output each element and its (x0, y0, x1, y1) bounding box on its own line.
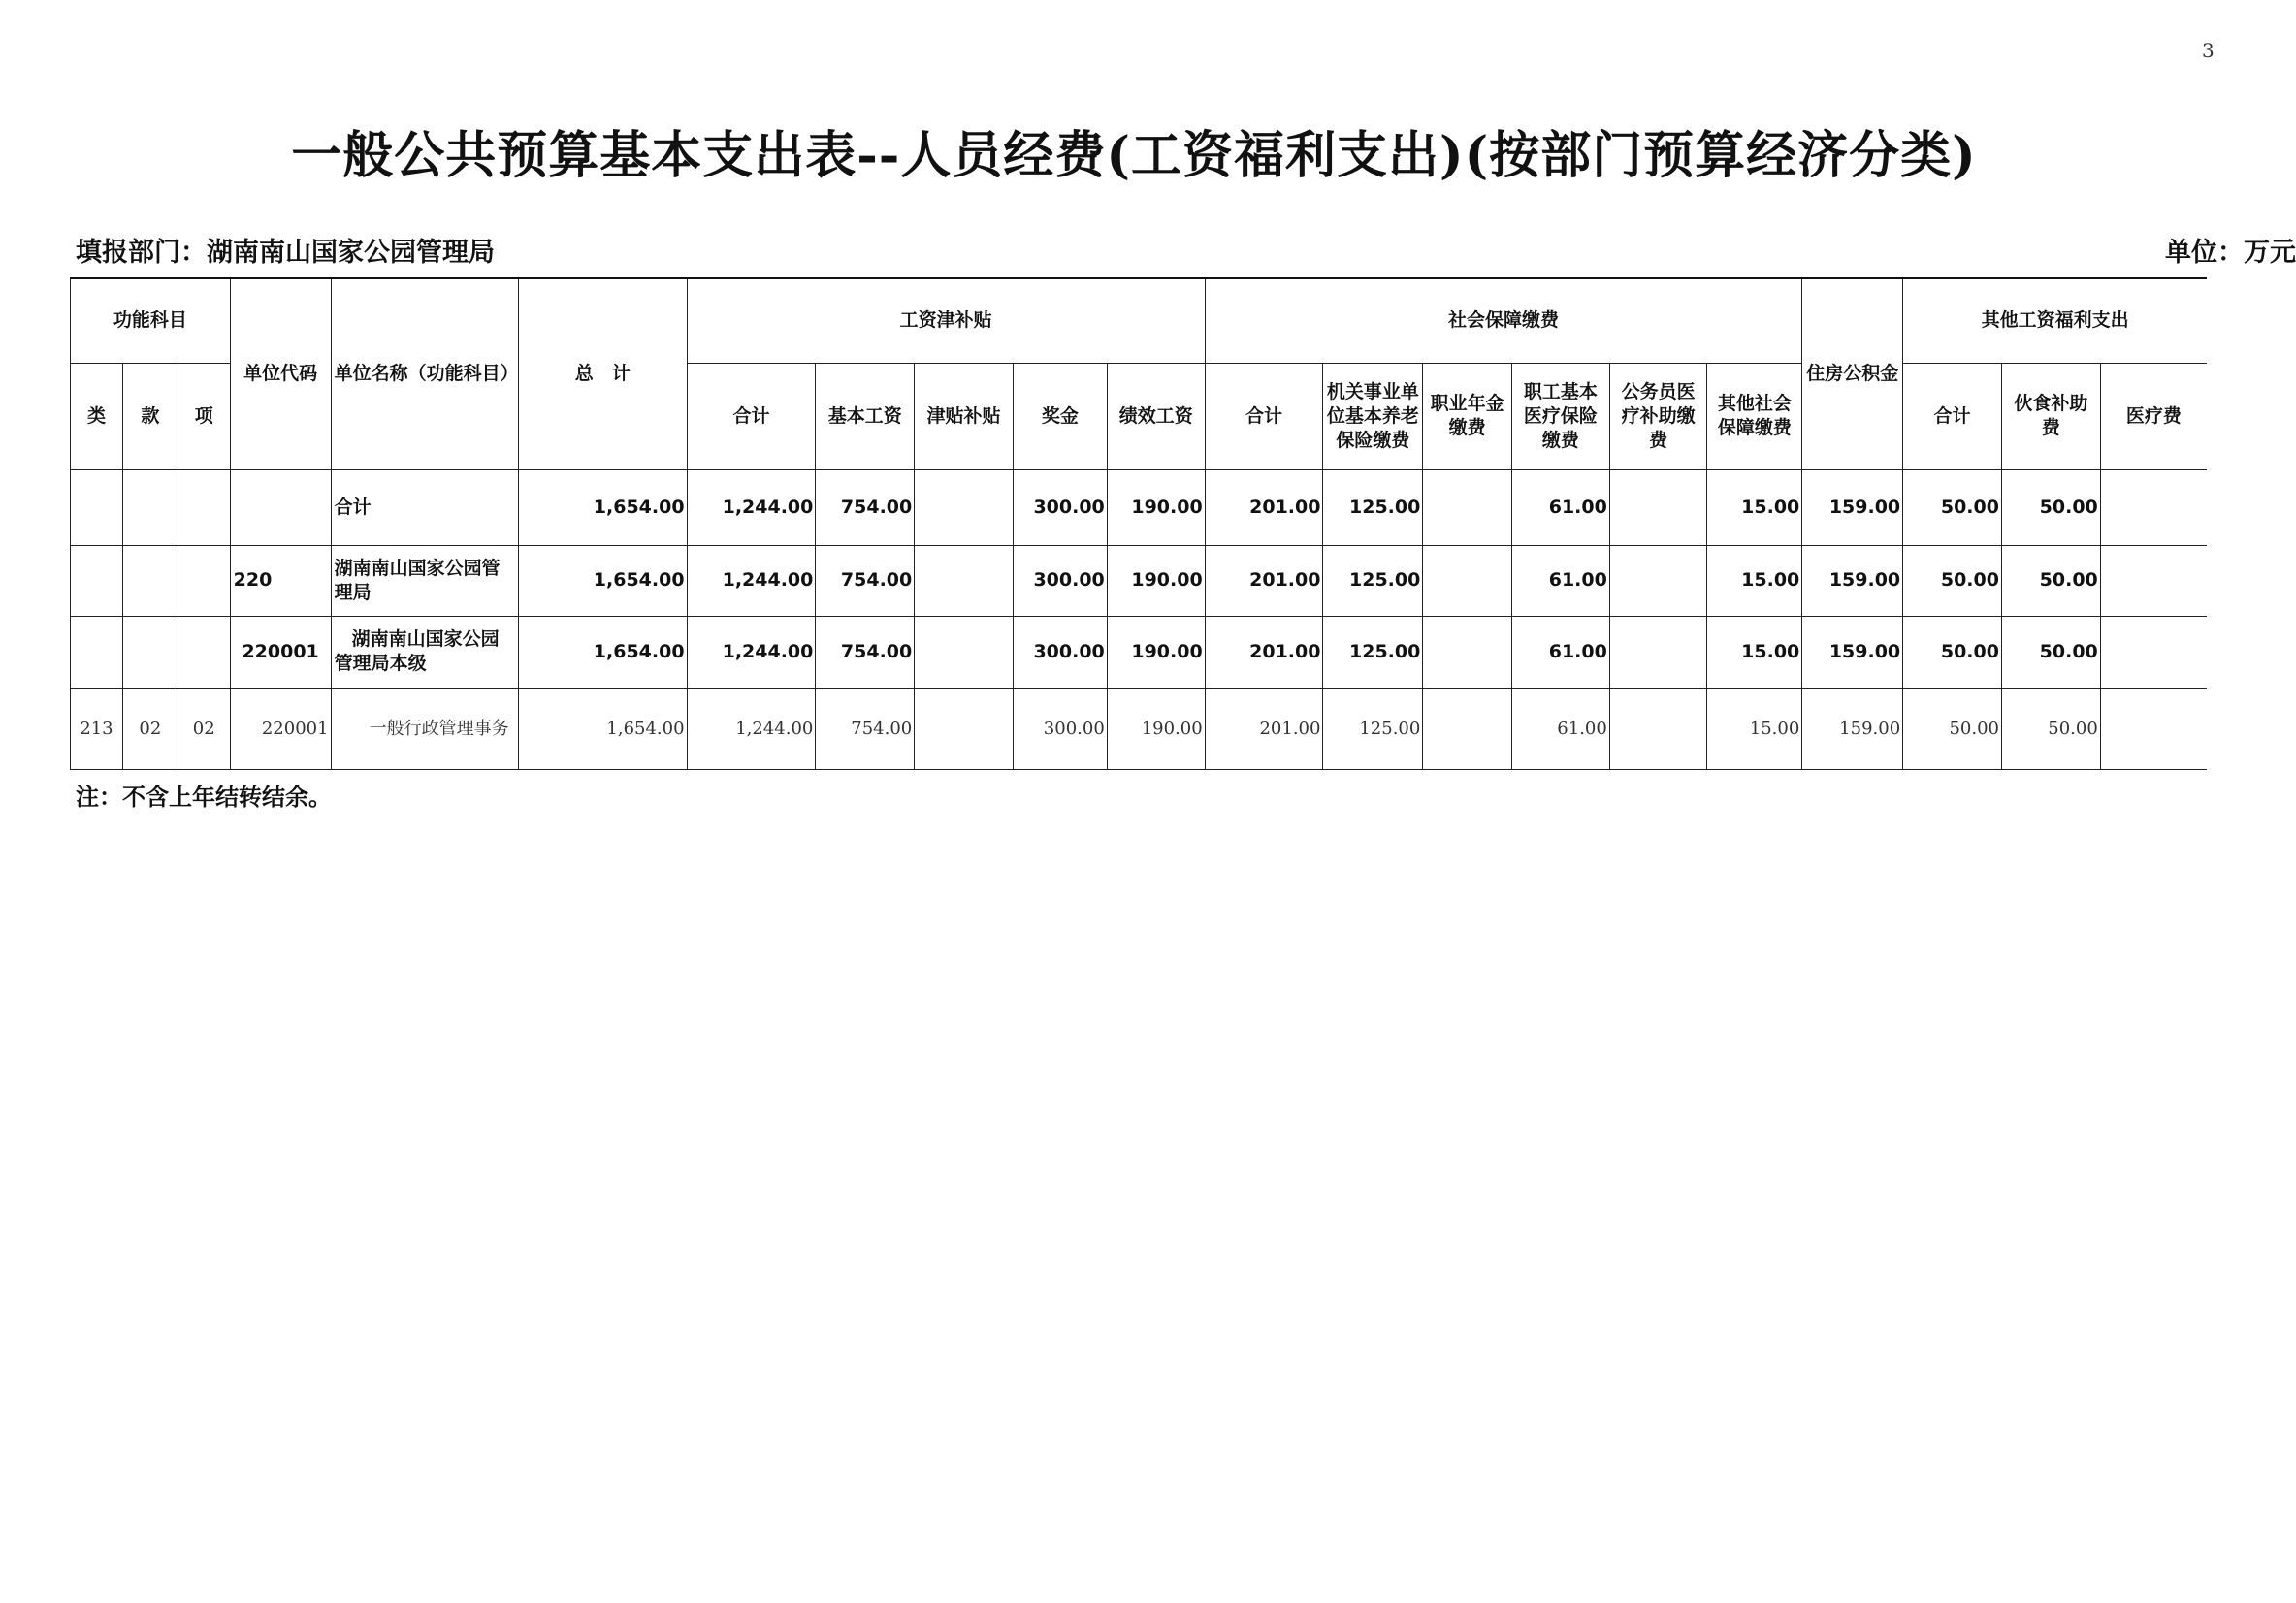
cell-other-subtotal: 50.00 (1903, 616, 2002, 688)
cell-other-social: 15.00 (1707, 545, 1802, 616)
cell-allowance (915, 469, 1014, 545)
table-row-department (71, 545, 2208, 616)
table-row-total (71, 469, 2208, 545)
cell-xiang: 02 (178, 688, 230, 769)
cell-bonus: 300.00 (1013, 688, 1107, 769)
cell-other-social: 15.00 (1707, 469, 1802, 545)
unit-label: 单位：万元 (2165, 238, 2296, 268)
cell-total: 1,654.00 (518, 469, 687, 545)
cell-housing-fund: 159.00 (1802, 545, 1903, 616)
cell-pension: 125.00 (1323, 688, 1423, 769)
cell-kuan (122, 545, 178, 616)
header-performance-wage: 绩效工资 (1107, 363, 1205, 469)
cell-name: 一般行政管理事务 (331, 688, 518, 769)
header-other-subtotal: 合计 (1903, 363, 2002, 469)
cell-annuity (1423, 688, 1512, 769)
cell-annuity (1423, 545, 1512, 616)
cell-medical: 61.00 (1512, 688, 1610, 769)
cell-xiang (178, 469, 230, 545)
cell-performance-wage: 190.00 (1107, 688, 1205, 769)
cell-pension: 125.00 (1323, 545, 1423, 616)
cell-medical: 61.00 (1512, 545, 1610, 616)
cell-meal-subsidy: 50.00 (2001, 545, 2100, 616)
cell-lei (71, 545, 123, 616)
cell-performance-wage: 190.00 (1107, 616, 1205, 688)
cell-civil-medical (1609, 688, 1707, 769)
cell-bonus: 300.00 (1013, 545, 1107, 616)
header-medical-fee: 医疗费 (2100, 363, 2207, 469)
header-basic-wage: 基本工资 (816, 363, 915, 469)
table-row-unit (71, 616, 2208, 688)
cell-code: 220 (230, 545, 331, 616)
cell-civil-medical (1609, 616, 1707, 688)
cell-other-social: 15.00 (1707, 616, 1802, 688)
cell-kuan: 02 (122, 688, 178, 769)
cell-medical: 61.00 (1512, 616, 1610, 688)
cell-wage-subtotal: 1,244.00 (687, 616, 816, 688)
reporting-department: 填报部门：湖南南山国家公园管理局 (76, 238, 495, 268)
header-wage-subtotal: 合计 (687, 363, 816, 469)
page-corner-mark: 3 (2202, 39, 2215, 62)
cell-other-subtotal: 50.00 (1903, 688, 2002, 769)
cell-medical: 61.00 (1512, 469, 1610, 545)
header-civil-medical: 公务员医疗补助缴费 (1609, 363, 1707, 469)
cell-bonus: 300.00 (1013, 469, 1107, 545)
cell-civil-medical (1609, 469, 1707, 545)
header-pension: 机关事业单位基本养老保险缴费 (1323, 363, 1423, 469)
cell-lei: 213 (71, 688, 123, 769)
cell-code (230, 469, 331, 545)
cell-name: 合计 (331, 469, 518, 545)
header-annuity: 职业年金缴费 (1423, 363, 1512, 469)
cell-medical-fee (2100, 688, 2207, 769)
header-social-group: 社会保障缴费 (1205, 278, 1802, 363)
page-title: 一般公共预算基本支出表--人员经费(工资福利支出)(按部门预算经济分类) (291, 126, 1977, 185)
table-row-detail (71, 688, 2208, 769)
cell-medical-fee (2100, 616, 2207, 688)
header-other-group: 其他工资福利支出 (1903, 278, 2207, 363)
cell-civil-medical (1609, 545, 1707, 616)
cell-total: 1,654.00 (518, 545, 687, 616)
cell-allowance (915, 545, 1014, 616)
cell-social-subtotal: 201.00 (1205, 616, 1323, 688)
cell-meal-subsidy: 50.00 (2001, 616, 2100, 688)
cell-performance-wage: 190.00 (1107, 545, 1205, 616)
cell-code: 220001 (230, 688, 331, 769)
header-row-1 (71, 278, 2208, 363)
cell-wage-subtotal: 1,244.00 (687, 545, 816, 616)
cell-other-subtotal: 50.00 (1903, 545, 2002, 616)
cell-allowance (915, 616, 1014, 688)
header-meal-subsidy: 伙食补助费 (2001, 363, 2100, 469)
header-func-subject: 功能科目 (71, 278, 231, 363)
header-social-subtotal: 合计 (1205, 363, 1323, 469)
cell-basic-wage: 754.00 (816, 688, 915, 769)
header-lei: 类 (71, 363, 123, 469)
cell-medical-fee (2100, 469, 2207, 545)
cell-pension: 125.00 (1323, 616, 1423, 688)
header-allowance: 津贴补贴 (915, 363, 1014, 469)
budget-table (70, 277, 2207, 770)
cell-meal-subsidy: 50.00 (2001, 469, 2100, 545)
cell-other-subtotal: 50.00 (1903, 469, 2002, 545)
header-housing-fund: 住房公积金 (1802, 278, 1903, 469)
cell-xiang (178, 545, 230, 616)
cell-allowance (915, 688, 1014, 769)
header-medical: 职工基本医疗保险缴费 (1512, 363, 1610, 469)
cell-housing-fund: 159.00 (1802, 469, 1903, 545)
footnote: 注：不含上年结转结余。 (76, 784, 332, 811)
cell-basic-wage: 754.00 (816, 616, 915, 688)
cell-annuity (1423, 616, 1512, 688)
cell-meal-subsidy: 50.00 (2001, 688, 2100, 769)
cell-other-social: 15.00 (1707, 688, 1802, 769)
header-unit-code: 单位代码 (230, 278, 331, 469)
cell-annuity (1423, 469, 1512, 545)
cell-name: 湖南南山国家公园管理局 (331, 545, 518, 616)
cell-social-subtotal: 201.00 (1205, 688, 1323, 769)
cell-basic-wage: 754.00 (816, 469, 915, 545)
cell-lei (71, 616, 123, 688)
cell-wage-subtotal: 1,244.00 (687, 688, 816, 769)
cell-social-subtotal: 201.00 (1205, 545, 1323, 616)
cell-pension: 125.00 (1323, 469, 1423, 545)
header-bonus: 奖金 (1013, 363, 1107, 469)
cell-basic-wage: 754.00 (816, 545, 915, 616)
header-unit-name: 单位名称（功能科目） (331, 278, 518, 469)
header-other-social: 其他社会保障缴费 (1707, 363, 1802, 469)
cell-name: 湖南南山国家公园管理局本级 (331, 616, 518, 688)
cell-code: 220001 (230, 616, 331, 688)
cell-bonus: 300.00 (1013, 616, 1107, 688)
cell-housing-fund: 159.00 (1802, 688, 1903, 769)
cell-total: 1,654.00 (518, 688, 687, 769)
cell-kuan (122, 616, 178, 688)
header-xiang: 项 (178, 363, 230, 469)
cell-social-subtotal: 201.00 (1205, 469, 1323, 545)
cell-lei (71, 469, 123, 545)
cell-medical-fee (2100, 545, 2207, 616)
header-kuan: 款 (122, 363, 178, 469)
cell-performance-wage: 190.00 (1107, 469, 1205, 545)
cell-xiang (178, 616, 230, 688)
header-wage-group: 工资津补贴 (687, 278, 1205, 363)
cell-wage-subtotal: 1,244.00 (687, 469, 816, 545)
cell-total: 1,654.00 (518, 616, 687, 688)
cell-kuan (122, 469, 178, 545)
header-total: 总 计 (518, 278, 687, 469)
cell-housing-fund: 159.00 (1802, 616, 1903, 688)
